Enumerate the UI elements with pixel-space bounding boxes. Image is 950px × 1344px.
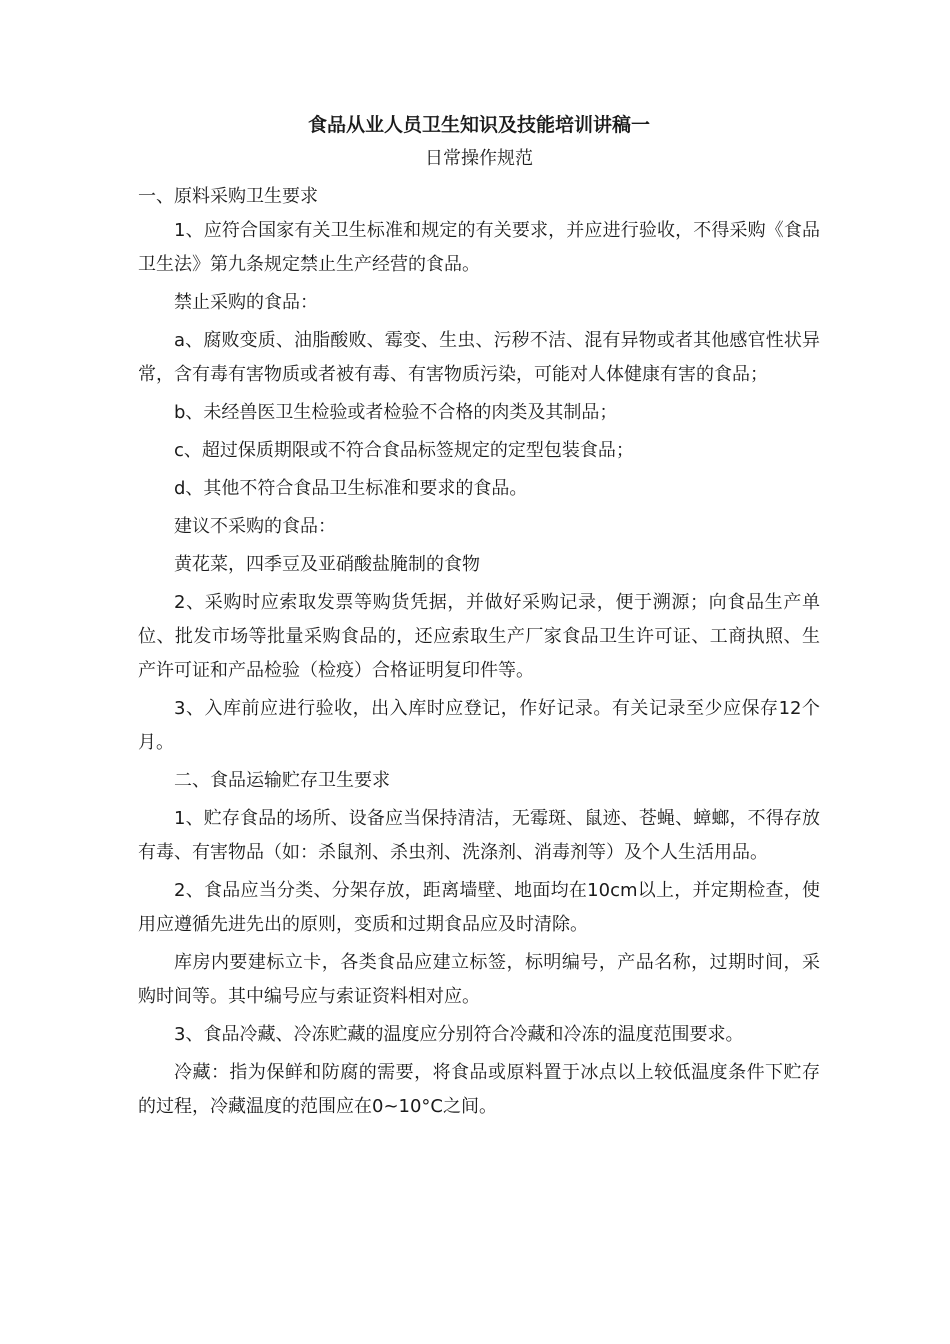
- paragraph: 3、入库前应进行验收，出入库时应登记，作好记录。有关记录至少应保存12个月。: [138, 698, 820, 753]
- section-heading-1: 一、原料采购卫生要求: [138, 186, 318, 207]
- paragraph: b、未经兽医卫生检验或者检验不合格的肉类及其制品；: [174, 402, 618, 423]
- paragraph: 1、应符合国家有关卫生标准和规定的有关要求，并应进行验收，不得采购《食品卫生法》第九条规定禁止生产经营的食品。: [138, 220, 820, 275]
- paragraph: 禁止采购的食品：: [174, 292, 318, 313]
- paragraph: a、腐败变质、油脂酸败、霉变、生虫、污秽不洁、混有异物或者其他感官性状异常，含有毒有害物质或者被有毒、有害物质污染，可能对人体健康有害的食品；: [138, 330, 820, 385]
- paragraph: c、超过保质期限或不符合食品标签规定的定型包装食品；: [174, 440, 634, 461]
- document-title: 食品从业人员卫生知识及技能培训讲稿一: [307, 114, 650, 136]
- paragraph: 2、采购时应索取发票等购货凭据，并做好采购记录，便于溯源；向食品生产单位、批发市场等批量采购食品的，还应索取生产厂家食品卫生许可证、工商执照、生产许可证和产品检验（检疫）合格证明复印件等。: [138, 592, 820, 681]
- paragraph: 冷藏：指为保鲜和防腐的需要，将食品或原料置于冰点以上较低温度条件下贮存的过程，冷藏温度的范围应在0~10°C之间。: [138, 1062, 820, 1117]
- paragraph: 建议不采购的食品：: [174, 516, 336, 537]
- paragraph: 1、贮存食品的场所、设备应当保持清洁，无霉斑、鼠迹、苍蝇、蟑螂，不得存放有毒、有害物品（如：杀鼠剂、杀虫剂、洗涤剂、消毒剂等）及个人生活用品。: [138, 808, 820, 863]
- section-heading-2: 二、食品运输贮存卫生要求: [174, 770, 390, 791]
- paragraph: 3、食品冷藏、冷冻贮藏的温度应分别符合冷藏和冷冻的温度范围要求。: [174, 1024, 744, 1045]
- paragraph: 2、食品应当分类、分架存放，距离墙壁、地面均在10cm以上，并定期检查，使用应遵循先进先出的原则，变质和过期食品应及时清除。: [138, 880, 820, 935]
- document-subtitle: 日常操作规范: [425, 148, 533, 169]
- paragraph: 黄花菜，四季豆及亚硝酸盐腌制的食物: [174, 554, 480, 575]
- paragraph: 库房内要建标立卡，各类食品应建立标签，标明编号，产品名称，过期时间，采购时间等。其中编号应与索证资料相对应。: [138, 952, 820, 1007]
- paragraph: d、其他不符合食品卫生标准和要求的食品。: [174, 478, 528, 499]
